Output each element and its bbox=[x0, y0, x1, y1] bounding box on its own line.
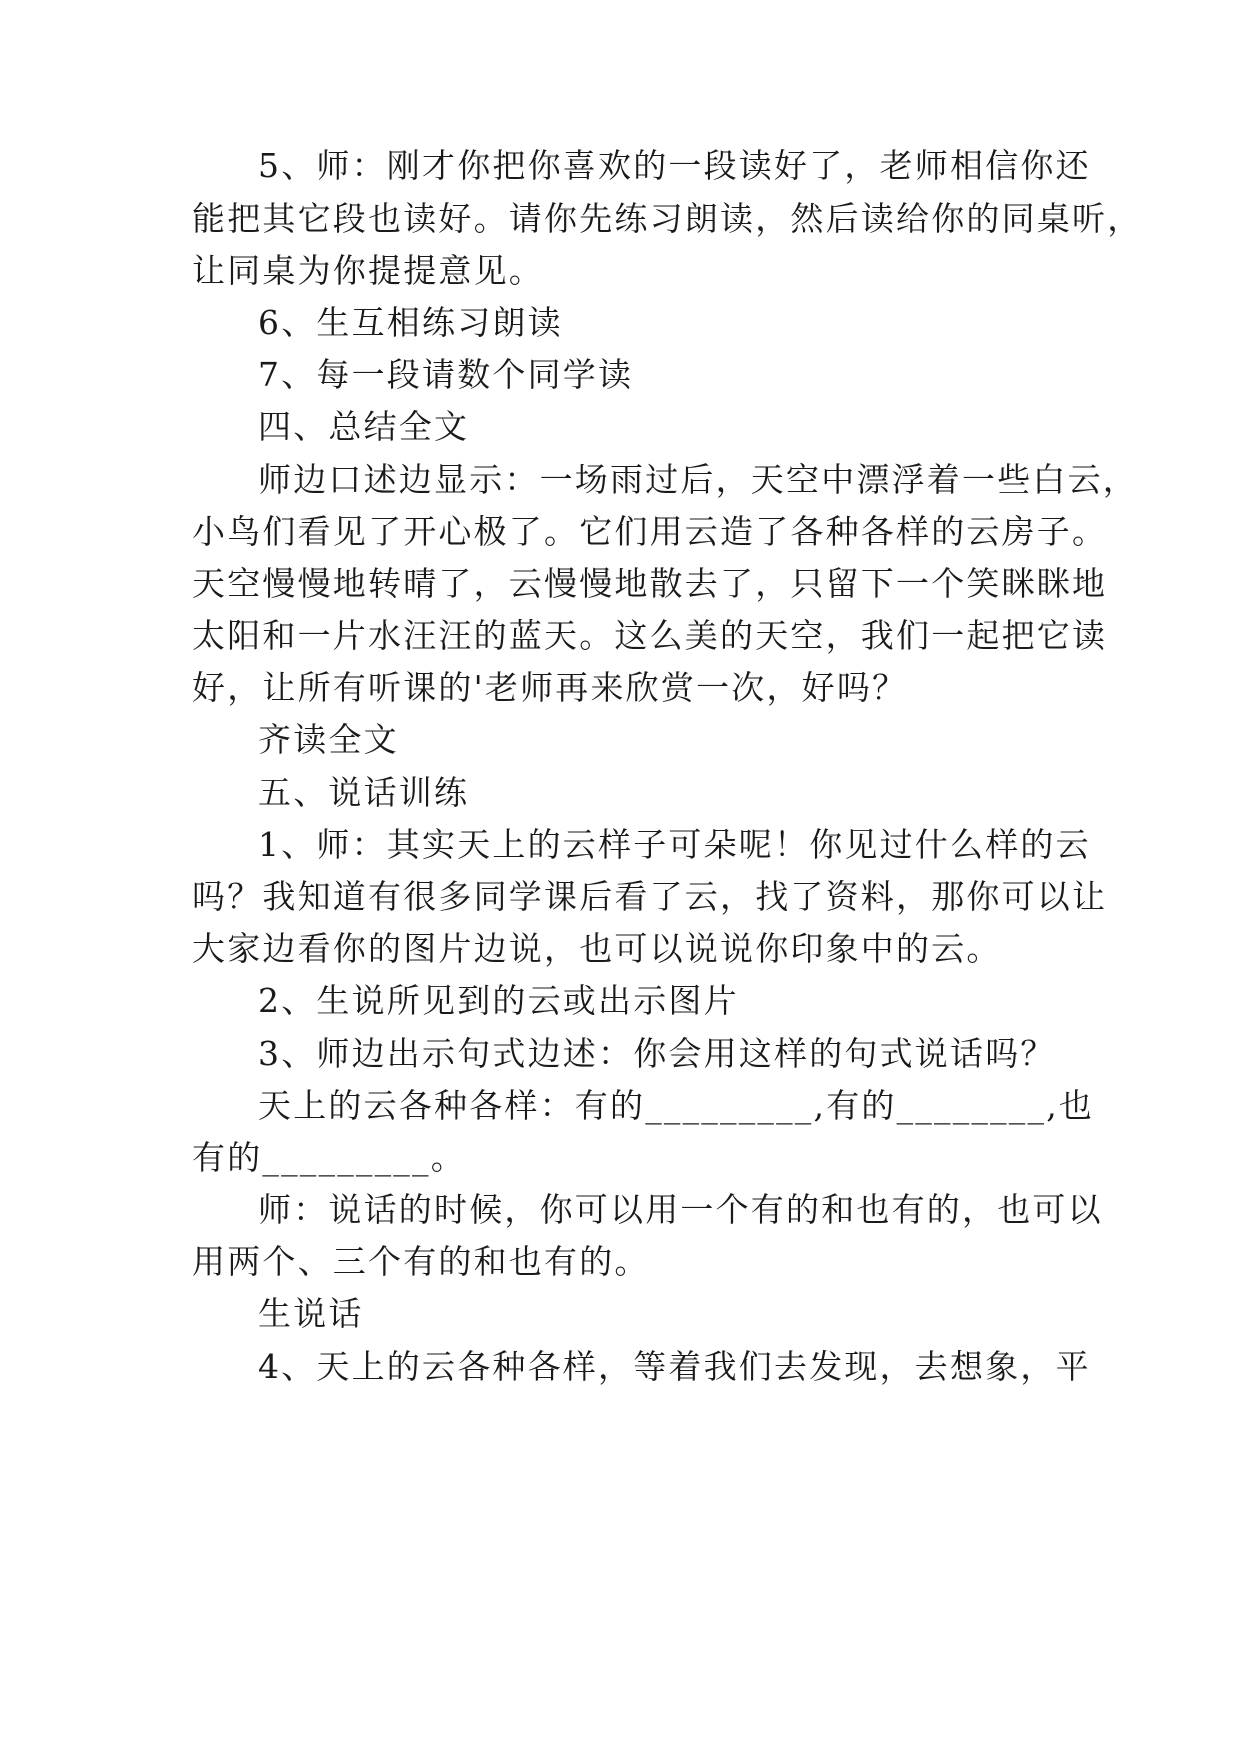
text-line: 天空慢慢地转晴了，云慢慢地散去了，只留下一个笑眯眯地 bbox=[192, 564, 1108, 603]
text-line: 让同桌为你提提意见。 bbox=[192, 251, 544, 290]
text-line: 师边口述边显示：一场雨过后，天空中漂浮着一些白云， bbox=[258, 460, 1138, 499]
text-line: 5、师：刚才你把你喜欢的一段读好了，老师相信你还 bbox=[258, 146, 1091, 185]
text-line: 4、天上的云各种各样，等着我们去发现，去想象，平 bbox=[258, 1347, 1091, 1386]
text-line: 大家边看你的图片边说，也可以说说你印象中的云。 bbox=[192, 929, 1002, 968]
text-line: 天上的云各种各样：有的_________,有的________,也 bbox=[258, 1086, 1095, 1125]
text-line: 6、生互相练习朗读 bbox=[258, 303, 563, 342]
text-line: 1、师：其实天上的云样子可朵呢！你见过什么样的云 bbox=[258, 825, 1091, 864]
text-line: 能把其它段也读好。请你先练习朗读，然后读给你的同桌听， bbox=[192, 199, 1143, 238]
text-line: 生说话 bbox=[258, 1294, 364, 1333]
text-line: 太阳和一片水汪汪的蓝天。这么美的天空，我们一起把它读 bbox=[192, 616, 1108, 655]
text-line: 好，让所有听课的'老师再来欣赏一次，好吗？ bbox=[192, 668, 908, 707]
text-line: 2、生说所见到的云或出示图片 bbox=[258, 981, 739, 1020]
text-line: 师：说话的时候，你可以用一个有的和也有的，也可以 bbox=[258, 1190, 1103, 1229]
text-line: 3、师边出示句式边述：你会用这样的句式说话吗？ bbox=[258, 1034, 1056, 1073]
text-line: 有的_________。 bbox=[192, 1138, 466, 1177]
text-line: 吗？我知道有很多同学课后看了云，找了资料，那你可以让 bbox=[192, 877, 1108, 916]
text-line: 齐读全文 bbox=[258, 720, 399, 759]
section-heading: 四、总结全文 bbox=[258, 407, 470, 446]
text-line: 7、每一段请数个同学读 bbox=[258, 355, 634, 394]
section-heading: 五、说话训练 bbox=[258, 773, 470, 812]
text-line: 小鸟们看见了开心极了。它们用云造了各种各样的云房子。 bbox=[192, 512, 1108, 551]
text-line: 用两个、三个有的和也有的。 bbox=[192, 1242, 650, 1281]
